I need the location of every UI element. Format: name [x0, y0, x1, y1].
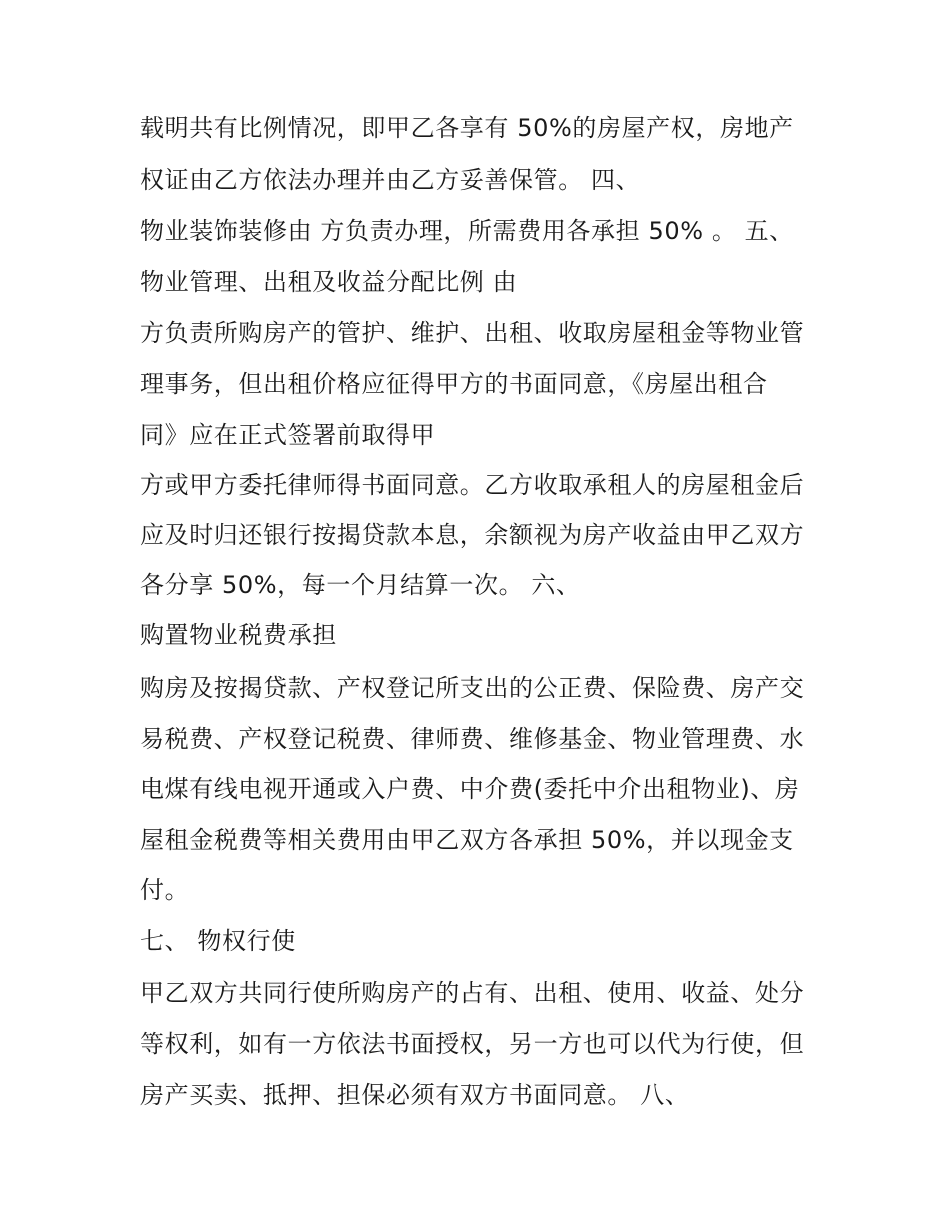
text-line-2: 权证由乙方依法办理并由乙方妥善保管。 四、 — [140, 166, 641, 194]
text-line-13: 易税费、产权登记税费、律师费、维修基金、物业管理费、水 — [140, 725, 805, 753]
text-line-15: 屋租金税费等相关费用由甲乙双方各承担 50%，并以现金支 — [140, 826, 794, 854]
text-line-18: 甲乙双方共同行使所购房产的占有、出租、使用、收益、处分 — [140, 979, 805, 1007]
text-line-1: 载明共有比例情况，即甲乙各享有 50%的房屋产权，房地产 — [140, 114, 794, 142]
text-line-6: 理事务，但出租价格应征得甲方的书面同意，《房屋出租合 — [140, 370, 768, 398]
text-line-12: 购房及按揭贷款、产权登记所支出的公正费、保险费、房产交 — [140, 674, 805, 702]
text-line-14: 电煤有线电视开通或入户费、中介费(委托中介出租物业)、房 — [140, 775, 800, 803]
text-line-10: 各分享 50%，每一个月结算一次。 六、 — [140, 571, 581, 599]
text-line-20: 房产买卖、抵押、担保必须有双方书面同意。 八、 — [140, 1081, 690, 1109]
text-line-19: 等权利，如有一方依法书面授权，另一方也可以代为行使，但 — [140, 1030, 805, 1058]
text-line-7: 同》应在正式签署前取得甲 — [140, 421, 436, 449]
text-line-9: 应及时归还银行按揭贷款本息，余额视为房产收益由甲乙双方 — [140, 521, 805, 549]
text-line-16: 付。 — [140, 876, 190, 904]
text-line-17: 七、 物权行使 — [140, 927, 296, 955]
text-line-3: 物业装饰装修由 方负责办理，所需费用各承担 50% 。 五、 — [140, 217, 794, 245]
text-line-8: 方或甲方委托律师得书面同意。乙方收取承租人的房屋租金后 — [140, 471, 805, 499]
text-line-11: 购置物业税费承担 — [140, 621, 337, 649]
text-line-4: 物业管理、出租及收益分配比例 由 — [140, 268, 518, 296]
text-line-5: 方负责所购房产的管护、维护、出租、收取房屋租金等物业管 — [140, 319, 805, 347]
